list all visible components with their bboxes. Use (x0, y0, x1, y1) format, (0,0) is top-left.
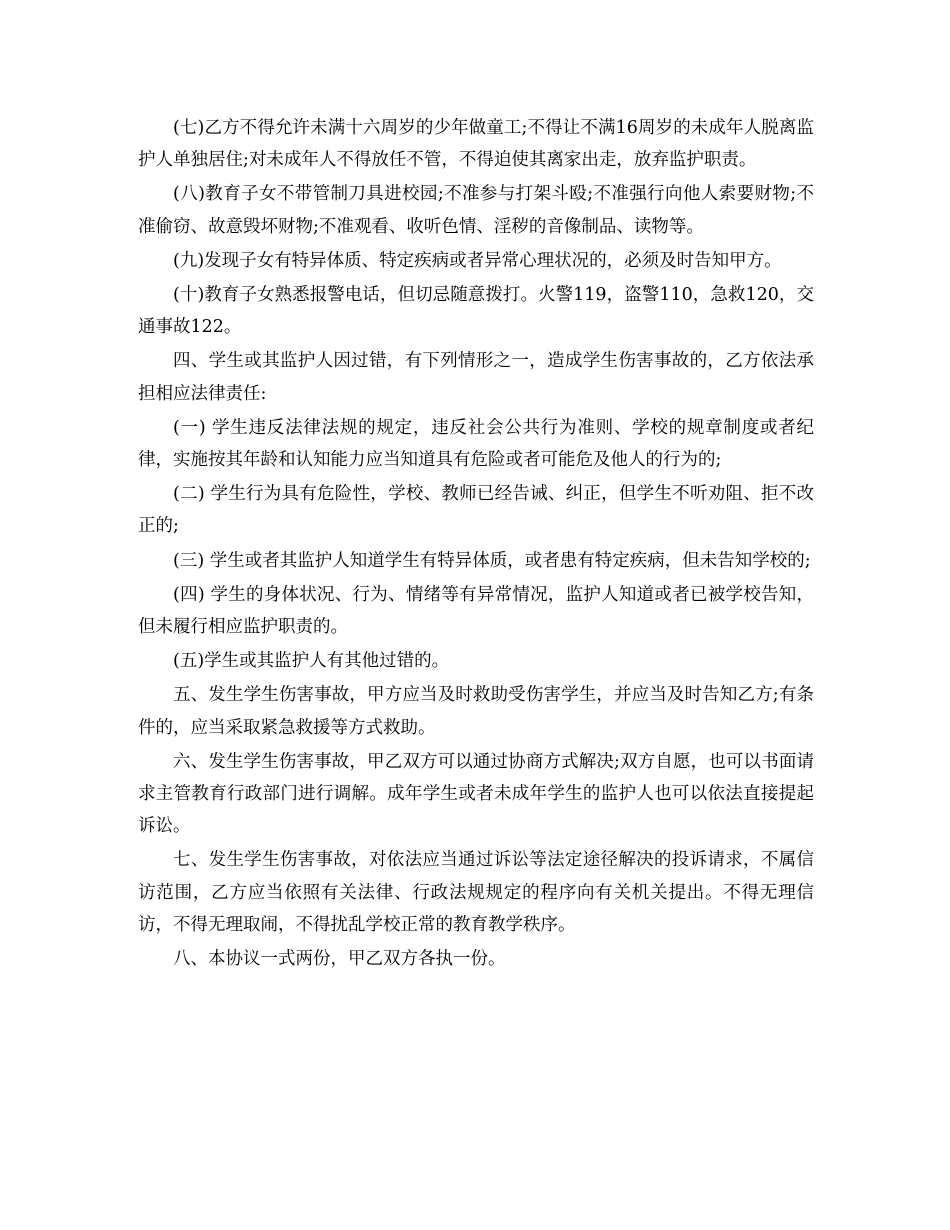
paragraph-7: (七)乙方不得允许未满十六周岁的少年做童工;不得让不满16周岁的未成年人脱离监护人单独居住;对未成年人不得放任不管，不得迫使其离家出走，放弃监护职责。 (138, 118, 814, 171)
section-4-item-5: (五)学生或其监护人有其他过错的。 (173, 651, 450, 672)
section-4-item-4: (四) 学生的身体状况、行为、情绪等有异常情况，监护人知道或者已被学校告知，但未履行相应监护职责的。 (138, 584, 814, 638)
section-4-heading: 四、学生或其监护人因过错，有下列情形之一，造成学生伤害事故的，乙方依法承担相应法律责任: (138, 351, 814, 404)
paragraph-10: (十)教育子女熟悉报警电话，但切忌随意拨打。火警119，盗警110，急救120，交通事故122。 (138, 285, 814, 338)
section-5: 五、发生学生伤害事故，甲方应当及时救助受伤害学生，并应当及时告知乙方;有条件的，应当采取紧急救援等方式救助。 (138, 685, 814, 738)
section-4-item-1: (一) 学生违反法律法规的规定，违反社会公共行为准则、学校的规章制度或者纪律，实施按其年龄和认知能力应当知道具有危险或者可能危及他人的行为的; (138, 417, 814, 471)
paragraph-8: (八)教育子女不带管制刀具进校园;不准参与打架斗殴;不准强行向他人索要财物;不准偷窃、故意毁坏财物;不准观看、收听色情、淫秽的音像制品、读物等。 (138, 184, 814, 237)
section-6: 六、发生学生伤害事故，甲乙双方可以通过协商方式解决;双方自愿，也可以书面请求主管教育行政部门进行调解。成年学生或者未成年学生的监护人也可以依法直接提起诉讼。 (138, 751, 814, 837)
document-page (138, 112, 814, 977)
section-8: 八、本协议一式两份，甲乙双方各执一份。 (173, 949, 506, 970)
section-7: 七、发生学生伤害事故，对依法应当通过诉讼等法定途径解决的投诉请求，不属信访范围，乙方应当依照有关法律、行政法规规定的程序向有关机关提出。不得无理信访，不得无理取闹，不得扰乱学校正常的教育教学秩序。 (138, 850, 814, 935)
section-4-item-2: (二) 学生行为具有危险性，学校、教师已经告诫、纠正，但学生不听劝阻、拒不改正的; (138, 484, 814, 537)
paragraph-9: (九)发现子女有特异体质、特定疾病或者异常心理状况的，必须及时告知甲方。 (173, 250, 782, 271)
section-4-item-3: (三) 学生或者其监护人知道学生有特异体质，或者患有特定疾病，但未告知学校的; (173, 550, 811, 571)
